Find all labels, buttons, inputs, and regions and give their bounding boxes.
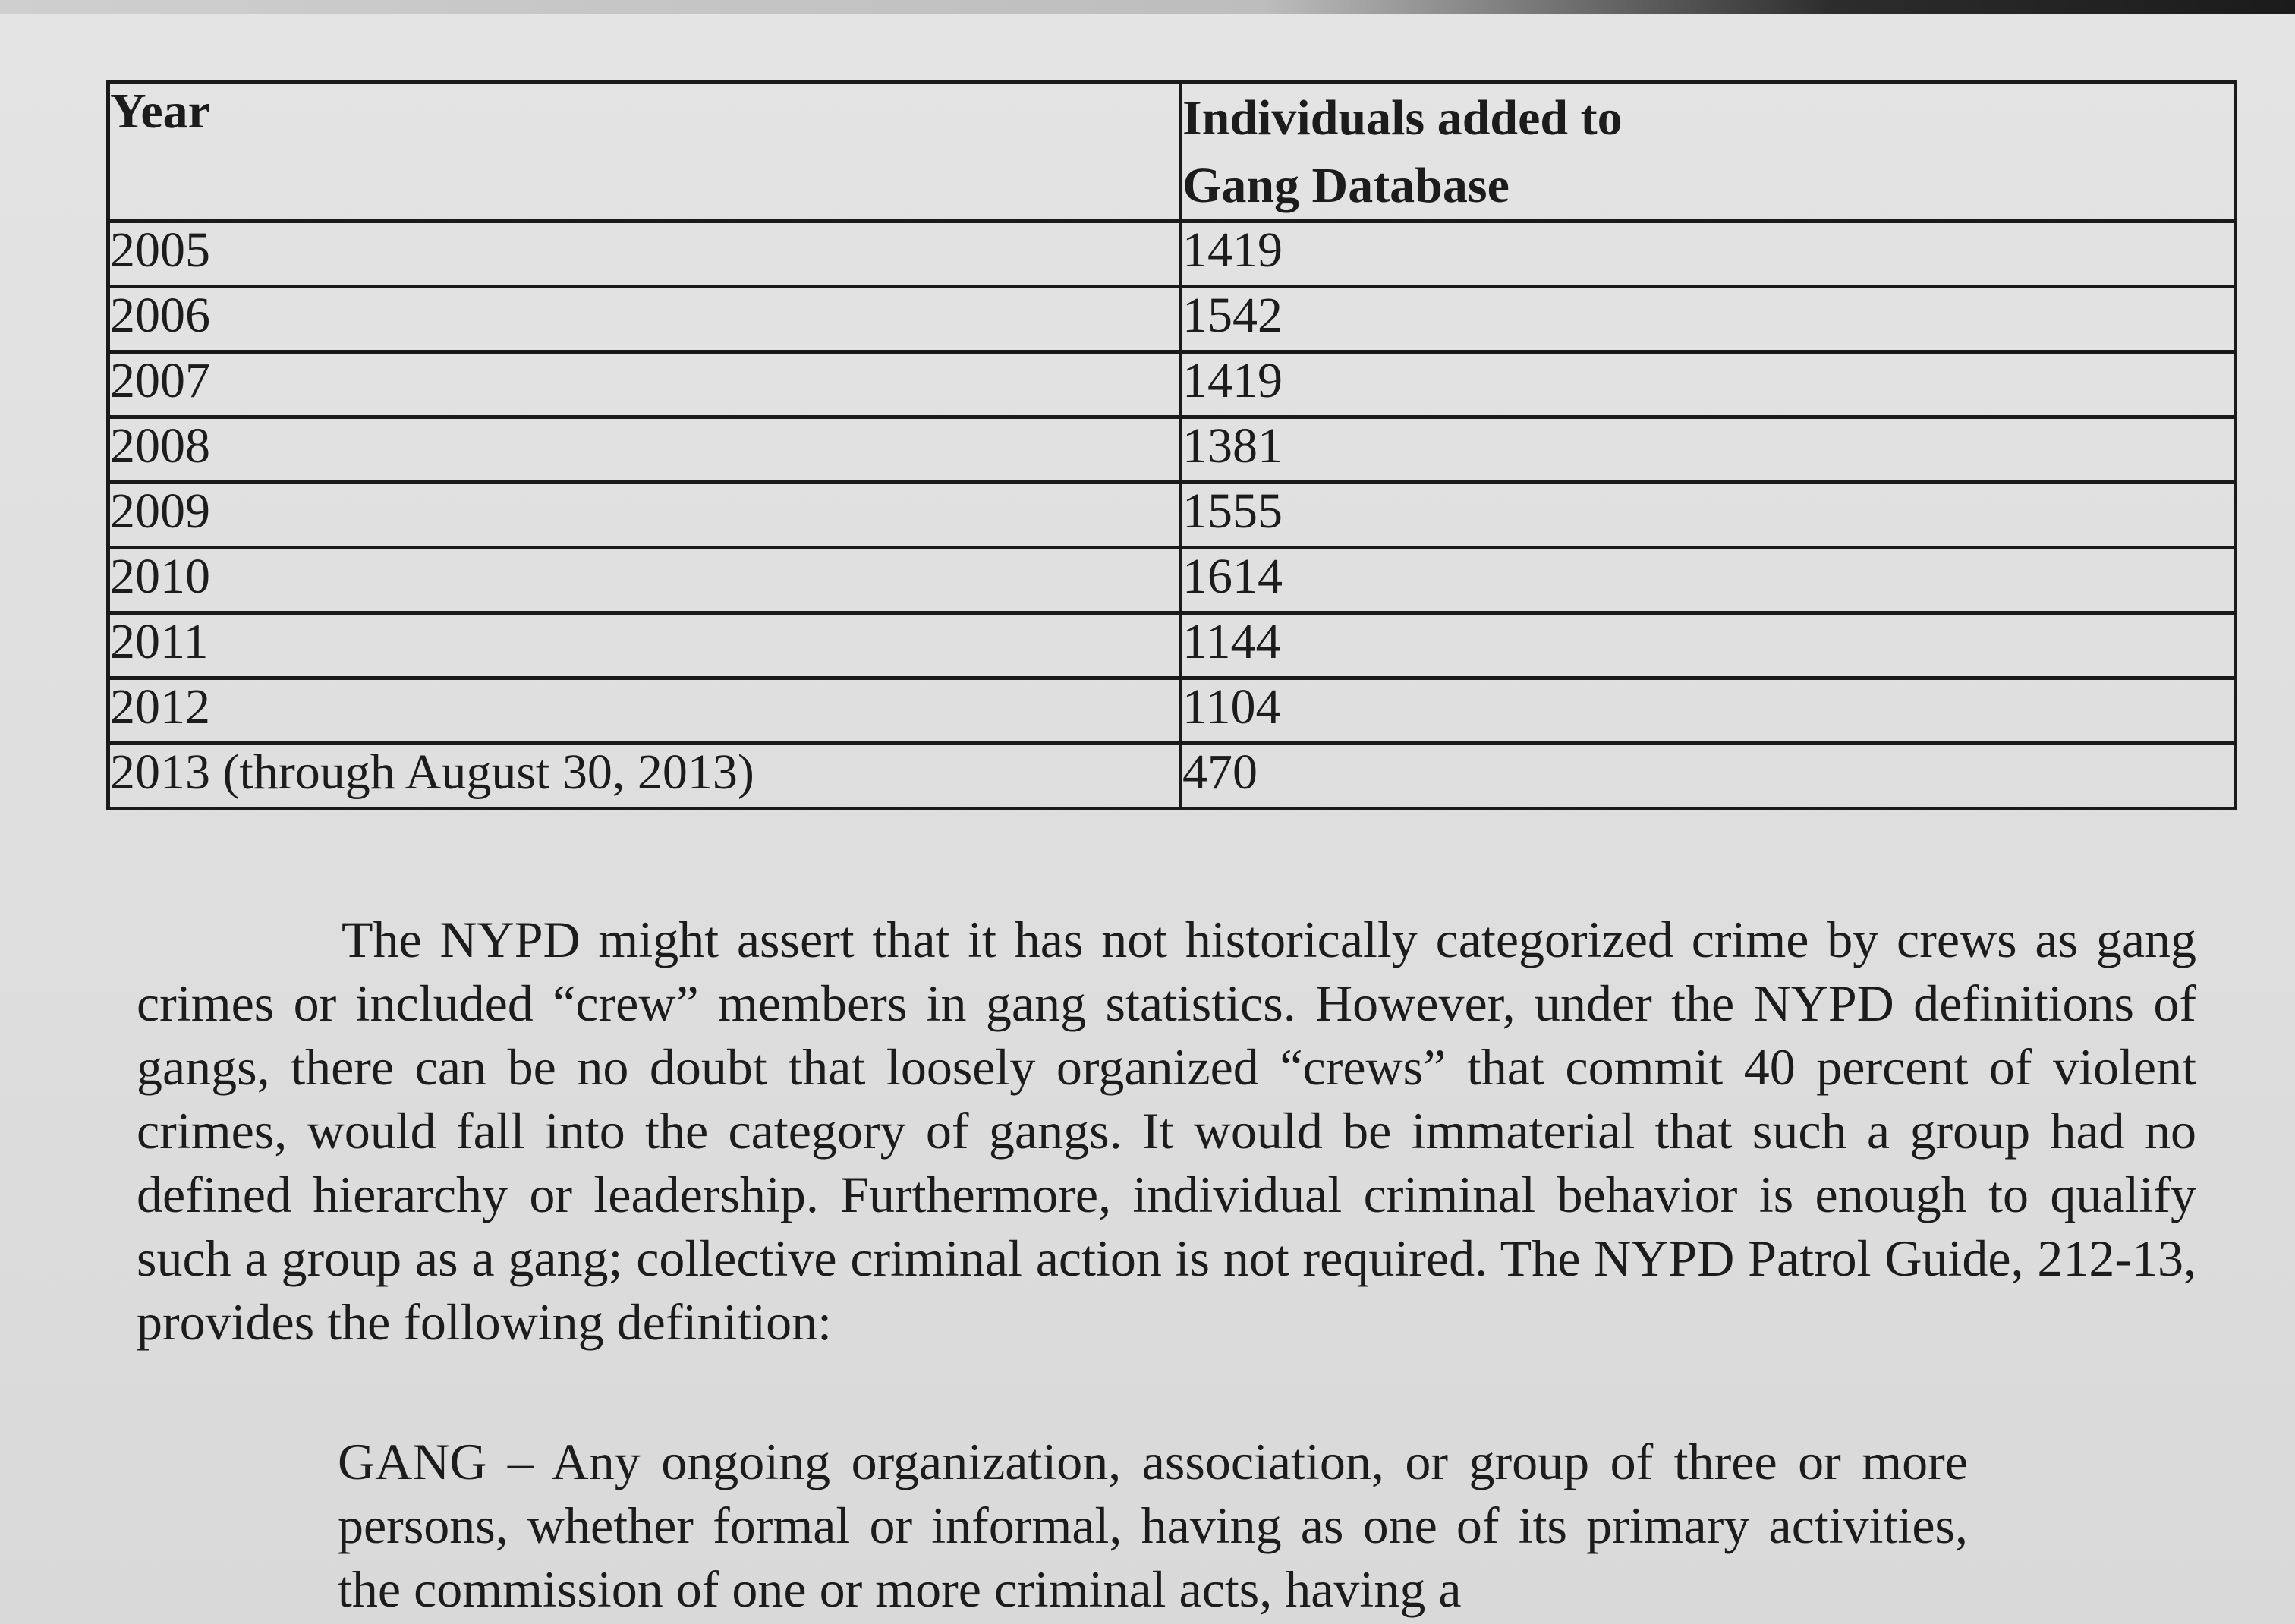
count-column-header [1181, 83, 2236, 222]
table-row [109, 287, 2236, 352]
count-cell: 1555 [1181, 483, 2236, 548]
year-cell: 2006 [109, 287, 1181, 352]
table-row [109, 417, 2236, 483]
year-cell: 2005 [109, 222, 1181, 287]
table-row [109, 744, 2236, 809]
table-row [109, 678, 2236, 744]
gang-database-table [106, 80, 2237, 810]
count-cell: 470 [1181, 744, 2236, 809]
table-row [109, 483, 2236, 548]
count-cell: 1104 [1181, 678, 2236, 744]
count-cell: 1381 [1181, 417, 2236, 483]
year-cell: 2008 [109, 417, 1181, 483]
count-header-line-1: Individuals added to [1182, 90, 1623, 146]
count-header-line-2: Gang Database [1182, 158, 1510, 214]
count-cell: 1419 [1181, 222, 2236, 287]
year-cell: 2010 [109, 548, 1181, 613]
screen-top-edge [0, 0, 2295, 14]
table-row [109, 548, 2236, 613]
count-cell: 1614 [1181, 548, 2236, 613]
table-row [109, 613, 2236, 678]
table-row [109, 352, 2236, 417]
count-cell: 1419 [1181, 352, 2236, 417]
table-row [109, 222, 2236, 287]
body-paragraph [137, 908, 2196, 1354]
year-column-header: Year [109, 83, 1181, 222]
count-cell: 1144 [1181, 613, 2236, 678]
year-cell: 2013 (through August 30, 2013) [109, 744, 1181, 809]
year-cell: 2009 [109, 483, 1181, 548]
count-cell: 1542 [1181, 287, 2236, 352]
paragraph-text: The NYPD might assert that it has not historically categorized crime by crews as gang crimes or included “crew” members in gang statistics. However, under the NYPD definitions of gangs, there can be no doubt that loosely organized “crews” that commit 40 percent of violent crimes, would fall into the category of gangs. It would be immaterial that such a group had no defined hierarchy or leadership. Furthermore, individual criminal behavior is enough to qualify such a group as a gang; collective criminal action is not required. The NYPD Patrol Guide, 212-13, provides the following definition: [137, 911, 2196, 1351]
year-cell: 2007 [109, 352, 1181, 417]
gang-definition-quote [338, 1430, 1968, 1621]
year-cell: 2012 [109, 678, 1181, 744]
document-page [0, 14, 2295, 1624]
quote-text: GANG – Any ongoing organization, association, or group of three or more persons, whether formal or informal, having as one of its primary activities, the commission of one or more criminal acts, having a [338, 1433, 1968, 1618]
year-cell: 2011 [109, 613, 1181, 678]
table-header-row [109, 83, 2236, 222]
